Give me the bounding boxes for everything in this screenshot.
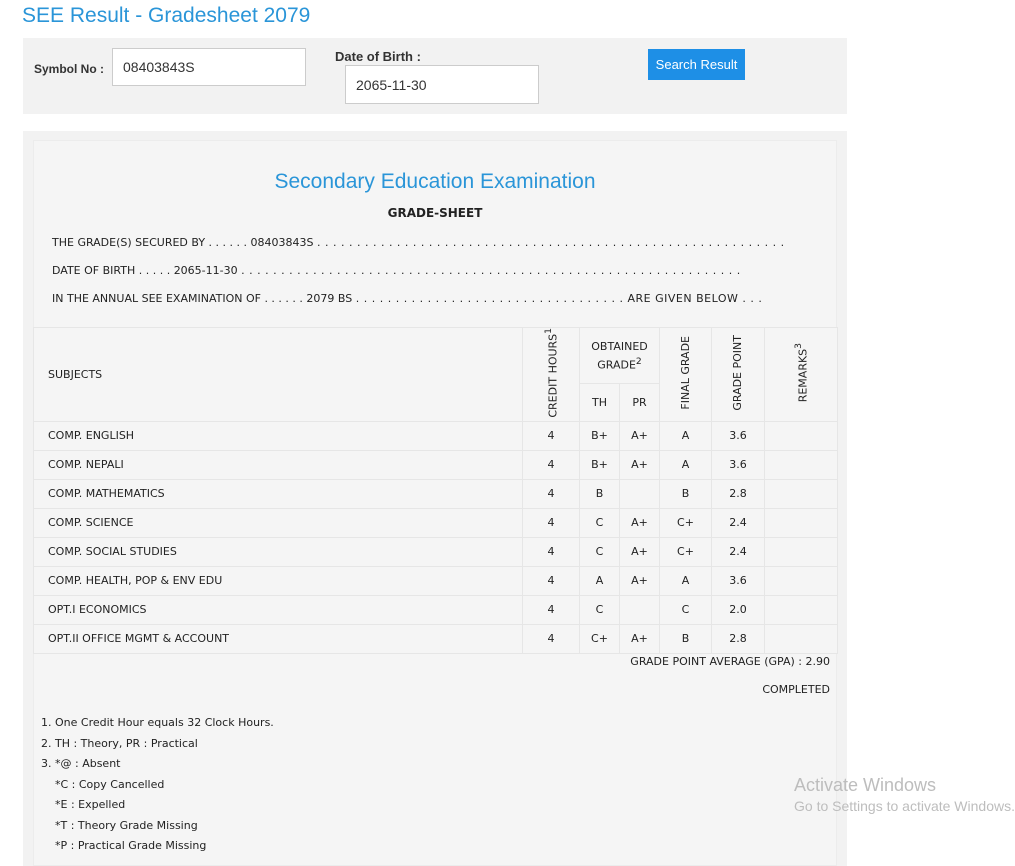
remarks-sup: 3 — [792, 343, 804, 349]
theory-grade-cell: C — [580, 595, 620, 624]
remarks-cell — [765, 450, 838, 479]
grade-point-cell: 3.6 — [712, 566, 765, 595]
credit-hours-cell: 4 — [523, 624, 580, 653]
final-grade-cell: B — [660, 624, 712, 653]
practical-grade-cell: A+ — [620, 537, 660, 566]
theory-grade-cell: B — [580, 479, 620, 508]
gradesheet-title: GRADE-SHEET — [387, 206, 483, 220]
remarks-cell — [765, 421, 838, 450]
final-grade-cell: A — [660, 421, 712, 450]
practical-grade-cell: A+ — [620, 508, 660, 537]
final-grade-cell: A — [660, 566, 712, 595]
table-row — [34, 537, 838, 566]
remarks-cell — [765, 508, 838, 537]
remarks-cell — [765, 595, 838, 624]
credit-hours-cell: 4 — [523, 595, 580, 624]
watermark-title: Activate Windows — [794, 775, 937, 795]
credit-hours-cell: 4 — [523, 421, 580, 450]
final-grade-cell: A — [660, 450, 712, 479]
subject-cell: COMP. HEALTH, POP & ENV EDU — [34, 566, 523, 595]
table-row — [34, 479, 838, 508]
secured-by-line — [52, 236, 785, 249]
theory-grade-cell: B+ — [580, 421, 620, 450]
final-grade-cell: C+ — [660, 537, 712, 566]
grade-point-cell: 2.0 — [712, 595, 765, 624]
symbol-no-label: Symbol No : — [34, 62, 105, 76]
exam-year-line — [52, 292, 762, 305]
grade-point-cell: 2.4 — [712, 508, 765, 537]
theory-grade-cell: C — [580, 537, 620, 566]
dob-dots: . . . . . . . . . . . . . . . . . . . . . . . . . . . . . . . . . . . . . . . . . . . . . . . . . . . . . . . . . . . . . . . — [241, 264, 741, 277]
theory-grade-cell: C — [580, 508, 620, 537]
secured-by-symbol: 08403843S — [250, 236, 314, 249]
remarks-cell — [765, 624, 838, 653]
credit-hours-header — [523, 328, 580, 422]
final-grade-cell: C — [660, 595, 712, 624]
grade-table — [33, 327, 838, 654]
footnote-item: *P : Practical Grade Missing — [55, 839, 207, 852]
theory-grade-cell: B+ — [580, 450, 620, 479]
pr-header: PR — [620, 383, 660, 421]
activate-windows-watermark — [794, 775, 1015, 814]
footnote-item: *T : Theory Grade Missing — [55, 818, 198, 832]
credit-hours-cell: 4 — [523, 508, 580, 537]
practical-grade-cell: A+ — [620, 566, 660, 595]
subject-cell: COMP. ENGLISH — [34, 421, 523, 450]
footnote-item: *C : Copy Cancelled — [55, 777, 165, 791]
dob-value: 2065-11-30 — [173, 264, 238, 277]
remarks-cell — [765, 566, 838, 595]
remarks-cell — [765, 537, 838, 566]
subject-cell: COMP. MATHEMATICS — [34, 479, 523, 508]
theory-grade-cell: A — [580, 566, 620, 595]
exam-title: Secondary Education Examination — [274, 170, 596, 193]
grade-point-cell: 2.4 — [712, 537, 765, 566]
credit-hours-cell: 4 — [523, 450, 580, 479]
subject-cell: COMP. SCIENCE — [34, 508, 523, 537]
remarks-cell — [765, 479, 838, 508]
final-grade-cell: C+ — [660, 508, 712, 537]
page-title: SEE Result - Gradesheet 2079 — [22, 4, 311, 27]
table-row — [34, 508, 838, 537]
result-status: COMPLETED — [762, 683, 830, 696]
dob-prefix: DATE OF BIRTH . . . . . — [52, 264, 171, 277]
credit-hours-label: CREDIT HOURS — [546, 333, 560, 418]
credit-hours-cell: 4 — [523, 566, 580, 595]
practical-grade-cell — [620, 595, 660, 624]
gpa-summary: GRADE POINT AVERAGE (GPA) : 2.90 — [630, 655, 830, 668]
footnotes — [41, 713, 274, 857]
table-row — [34, 624, 838, 653]
secured-by-dots: . . . . . . . . . . . . . . . . . . . . . . . . . . . . . . . . . . . . . . . . . . . . . . . . . . . . . . . . . . . — [317, 236, 785, 249]
remarks-header — [765, 328, 838, 422]
obtained-grade-label: OBTAINED GRADE — [591, 339, 648, 372]
exam-year-prefix: IN THE ANNUAL SEE EXAMINATION OF . . . . . . — [52, 292, 303, 305]
obtained-grade-sup: 2 — [635, 355, 642, 367]
dob-line — [52, 264, 741, 277]
table-row — [34, 421, 838, 450]
th-header: TH — [580, 383, 620, 421]
date-of-birth-label: Date of Birth : — [335, 49, 421, 64]
practical-grade-cell: A+ — [620, 421, 660, 450]
grade-point-label: GRADE POINT — [731, 334, 744, 411]
subject-cell: COMP. NEPALI — [34, 450, 523, 479]
theory-grade-cell: C+ — [580, 624, 620, 653]
remarks-label: REMARKS — [796, 349, 810, 403]
final-grade-header — [660, 328, 712, 422]
grade-point-cell: 3.6 — [712, 421, 765, 450]
subject-cell: COMP. SOCIAL STUDIES — [34, 537, 523, 566]
watermark-subtitle: Go to Settings to activate Windows. — [794, 798, 1015, 814]
obtained-grade-header — [580, 328, 660, 384]
final-grade-label: FINAL GRADE — [678, 336, 692, 410]
footnote-item: 3. *@ : Absent — [41, 757, 121, 770]
final-grade-cell: B — [660, 479, 712, 508]
grade-point-header — [712, 328, 765, 422]
credit-hours-cell: 4 — [523, 537, 580, 566]
grade-point-cell: 3.6 — [712, 450, 765, 479]
subject-cell: OPT.I ECONOMICS — [34, 595, 523, 624]
date-of-birth-input[interactable] — [345, 65, 539, 104]
exam-year-value: 2079 BS — [306, 292, 353, 305]
practical-grade-cell — [620, 479, 660, 508]
table-row — [34, 595, 838, 624]
table-row — [34, 450, 838, 479]
credit-hours-cell: 4 — [523, 479, 580, 508]
subjects-header: SUBJECTS — [34, 328, 523, 422]
credit-hours-sup: 1 — [542, 328, 554, 334]
footnote-item: 1. One Credit Hour equals 32 Clock Hours. — [41, 716, 274, 729]
search-result-button[interactable]: Search Result — [648, 49, 745, 80]
footnote-item: *E : Expelled — [55, 798, 126, 811]
exam-year-suffix: . . . . . . . . . . . . . . . . . . . . . . . . . . . . . . . . . . ARE GIVEN BELOW . . . — [355, 292, 763, 305]
search-panel — [23, 38, 847, 114]
symbol-no-input[interactable] — [112, 48, 306, 86]
subject-cell: OPT.II OFFICE MGMT & ACCOUNT — [34, 624, 523, 653]
grade-point-cell: 2.8 — [712, 624, 765, 653]
practical-grade-cell: A+ — [620, 624, 660, 653]
footnote-item: 2. TH : Theory, PR : Practical — [41, 736, 198, 750]
practical-grade-cell: A+ — [620, 450, 660, 479]
grade-point-cell: 2.8 — [712, 479, 765, 508]
table-row — [34, 566, 838, 595]
secured-by-prefix: THE GRADE(S) SECURED BY . . . . . . — [52, 236, 248, 249]
